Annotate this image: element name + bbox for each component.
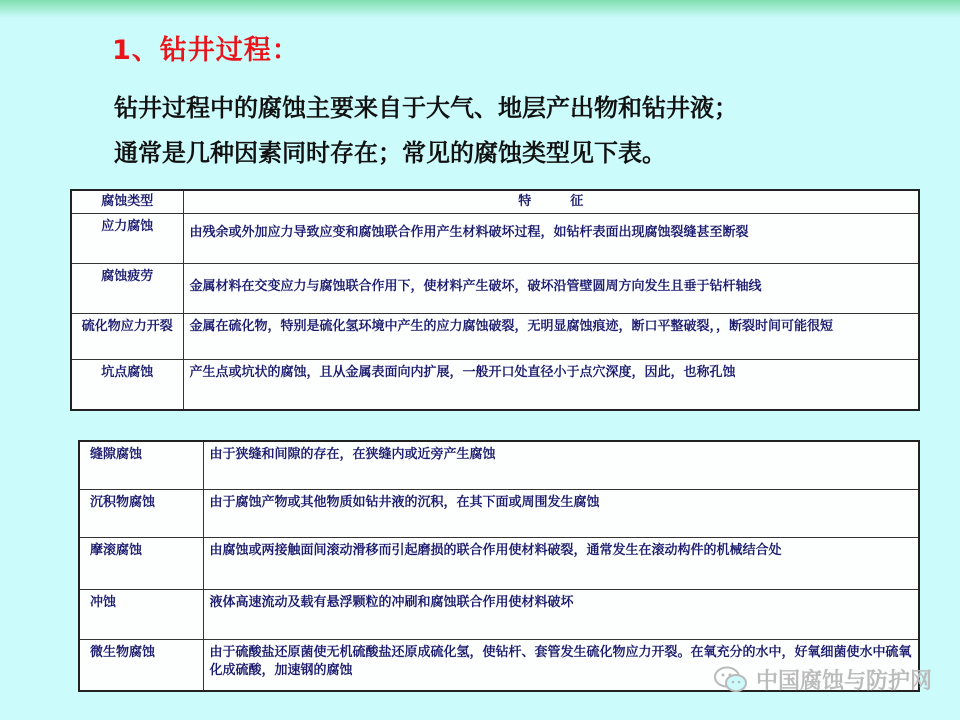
table-row — [71, 314, 919, 360]
table-header-row — [71, 190, 919, 214]
type-cell: 应力腐蚀 — [71, 214, 183, 264]
desc-cell: 由残余或外加应力导致应变和腐蚀联合作用产生材料破坏过程，如钻杆表面出现腐蚀裂缝甚至断裂 — [183, 214, 919, 264]
desc-cell: 由于硫酸盐还原菌使无机硫酸盐还原成硫化氢，使钻杆、套管发生硫化物应力开裂。在氧充分的水中，好氧细菌使水中硫氧化成硫酸，加速钢的腐蚀 — [203, 639, 919, 691]
table-row — [79, 489, 919, 537]
type-cell: 沉积物腐蚀 — [79, 489, 203, 537]
wechat-icon — [714, 666, 748, 694]
corrosion-types-table-1 — [70, 189, 920, 411]
watermark-text: 中国腐蚀与防护网 — [755, 669, 932, 694]
intro-line-1: 钻井过程中的腐蚀主要来自于大气、地层产出物和钻井液； — [114, 94, 738, 122]
type-cell: 腐蚀疲劳 — [71, 264, 183, 314]
table-row — [71, 360, 919, 410]
type-cell: 冲蚀 — [79, 589, 203, 639]
corrosion-types-table-2 — [78, 440, 920, 692]
top-gradient-band — [0, 0, 960, 18]
intro-line-2: 通常是几种因素同时存在；常见的腐蚀类型见下表。 — [114, 139, 666, 167]
header-feature: 特 征 — [183, 190, 919, 214]
watermark — [714, 664, 932, 695]
desc-cell: 液体高速流动及载有悬浮颗粒的冲刷和腐蚀联合作用使材料破坏 — [203, 589, 919, 639]
type-cell: 坑点腐蚀 — [71, 360, 183, 410]
desc-cell: 由腐蚀或两接触面间滚动滑移而引起磨损的联合作用使材料破裂，通常发生在滚动构件的机械结合处 — [203, 537, 919, 589]
header-type: 腐蚀类型 — [71, 190, 183, 214]
table-row — [79, 441, 919, 489]
type-cell: 微生物腐蚀 — [79, 639, 203, 691]
table-row — [71, 214, 919, 264]
desc-cell: 产生点或坑状的腐蚀，且从金属表面向内扩展，一般开口处直径小于点穴深度，因此，也称孔蚀 — [183, 360, 919, 410]
desc-cell: 由于狭缝和间隙的存在，在狭缝内或近旁产生腐蚀 — [203, 441, 919, 489]
desc-cell: 金属在硫化物，特别是硫化氢环境中产生的应力腐蚀破裂，无明显腐蚀痕迹，断口平整破裂，，断裂时间可能很短 — [183, 314, 919, 360]
type-cell: 摩滚腐蚀 — [79, 537, 203, 589]
table-row — [79, 589, 919, 639]
type-cell: 缝隙腐蚀 — [79, 441, 203, 489]
table-row — [79, 537, 919, 589]
desc-cell: 金属材料在交变应力与腐蚀联合作用下，使材料产生破坏，破坏沿管壁圆周方向发生且垂于钻杆轴线 — [183, 264, 919, 314]
desc-cell: 由于腐蚀产物或其他物质如钻井液的沉积，在其下面或周围发生腐蚀 — [203, 489, 919, 537]
type-cell: 硫化物应力开裂 — [71, 314, 183, 360]
slide-title: 1、钻井过程： — [112, 35, 300, 66]
table-row — [71, 264, 919, 314]
